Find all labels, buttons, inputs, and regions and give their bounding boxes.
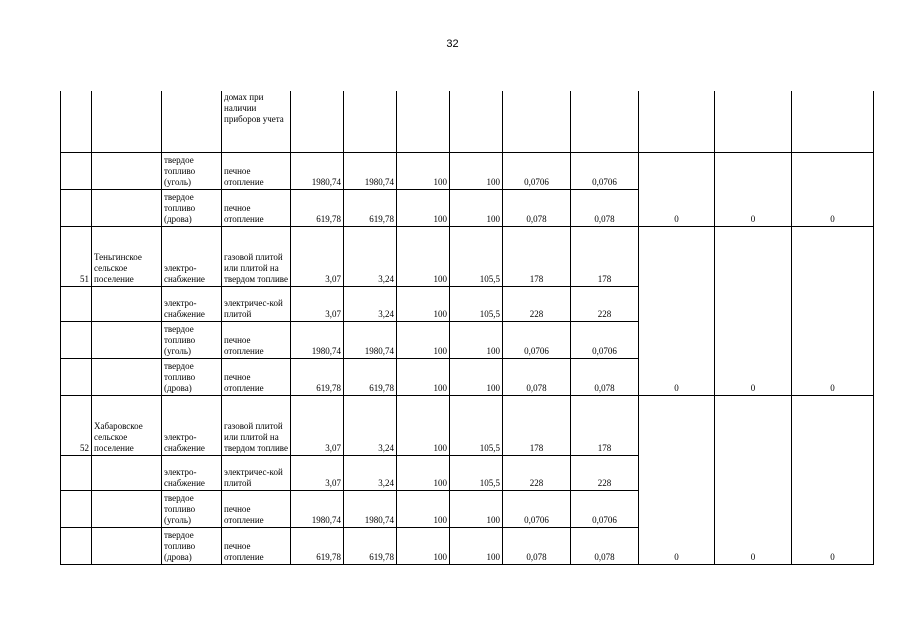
cell-resource: твердое топливо (дрова) bbox=[162, 189, 222, 226]
cell-value: 100 bbox=[397, 455, 450, 490]
cell-value: 100 bbox=[450, 189, 503, 226]
cell-settlement bbox=[92, 358, 162, 395]
cell-merged: 0 bbox=[715, 226, 792, 395]
cell-value: 1980,74 bbox=[344, 321, 397, 358]
cell-value: 100 bbox=[450, 490, 503, 527]
cell-consumer: печное отопление bbox=[222, 152, 291, 189]
cell-settlement: Теньгинское сельское поселение bbox=[92, 226, 162, 286]
cell-value: 228 bbox=[571, 455, 639, 490]
cell-value: 1980,74 bbox=[344, 490, 397, 527]
cell-value: 228 bbox=[503, 286, 571, 321]
table-row bbox=[61, 152, 874, 189]
cell-resource: электро-снабжение bbox=[162, 286, 222, 321]
cell-value: 0,078 bbox=[571, 527, 639, 564]
cell-number bbox=[61, 321, 92, 358]
cell-settlement bbox=[92, 490, 162, 527]
cell-consumer: печное отопление bbox=[222, 490, 291, 527]
cell-number bbox=[61, 358, 92, 395]
cell-number bbox=[61, 152, 92, 189]
cell-resource: электро-снабжение bbox=[162, 455, 222, 490]
cell-value: 0,078 bbox=[571, 189, 639, 226]
cell-value bbox=[291, 91, 344, 152]
cell-value: 0,0706 bbox=[571, 490, 639, 527]
cell-merged: 0 bbox=[792, 152, 874, 226]
cell-value: 0,0706 bbox=[503, 321, 571, 358]
cell-resource: твердое топливо (дрова) bbox=[162, 527, 222, 564]
cell-settlement: Хабаровское сельское поселение bbox=[92, 395, 162, 455]
cell-value: 100 bbox=[397, 286, 450, 321]
page-number: 32 bbox=[446, 38, 459, 50]
cell-merged: 0 bbox=[639, 152, 715, 226]
cell-value bbox=[344, 91, 397, 152]
cell-merged: 0 bbox=[639, 226, 715, 395]
cell-merged bbox=[639, 91, 715, 152]
cell-value: 619,78 bbox=[344, 358, 397, 395]
cell-resource: твердое топливо (уголь) bbox=[162, 152, 222, 189]
cell-merged: 0 bbox=[715, 395, 792, 564]
cell-value: 0,0706 bbox=[571, 152, 639, 189]
cell-value: 178 bbox=[571, 395, 639, 455]
cell-resource bbox=[162, 91, 222, 152]
cell-value: 619,78 bbox=[344, 527, 397, 564]
cell-value: 228 bbox=[571, 286, 639, 321]
cell-value: 228 bbox=[503, 455, 571, 490]
cell-value: 3,07 bbox=[291, 286, 344, 321]
cell-value: 0,0706 bbox=[503, 490, 571, 527]
cell-value: 100 bbox=[397, 490, 450, 527]
cell-consumer: печное отопление bbox=[222, 321, 291, 358]
cell-value: 619,78 bbox=[291, 189, 344, 226]
cell-settlement bbox=[92, 527, 162, 564]
cell-value: 0,078 bbox=[503, 527, 571, 564]
cell-value: 1980,74 bbox=[291, 152, 344, 189]
cell-value: 0,078 bbox=[503, 189, 571, 226]
cell-consumer: печное отопление bbox=[222, 358, 291, 395]
cell-value bbox=[503, 91, 571, 152]
cell-consumer: электричес-кой плитой bbox=[222, 455, 291, 490]
cell-value: 3,24 bbox=[344, 455, 397, 490]
cell-settlement bbox=[92, 455, 162, 490]
cell-number bbox=[61, 91, 92, 152]
cell-number bbox=[61, 189, 92, 226]
cell-merged: 0 bbox=[639, 395, 715, 564]
cell-value bbox=[450, 91, 503, 152]
cell-value: 3,24 bbox=[344, 286, 397, 321]
cell-settlement bbox=[92, 91, 162, 152]
cell-value: 178 bbox=[571, 226, 639, 286]
cell-resource: твердое топливо (уголь) bbox=[162, 321, 222, 358]
cell-value: 619,78 bbox=[291, 527, 344, 564]
cell-settlement bbox=[92, 189, 162, 226]
cell-settlement bbox=[92, 321, 162, 358]
cell-consumer: газовой плитой или плитой на твердом топливе bbox=[222, 395, 291, 455]
cell-value: 105,5 bbox=[450, 455, 503, 490]
cell-number bbox=[61, 286, 92, 321]
cell-value: 1980,74 bbox=[291, 321, 344, 358]
cell-value: 100 bbox=[397, 395, 450, 455]
cell-number bbox=[61, 490, 92, 527]
cell-settlement bbox=[92, 152, 162, 189]
cell-value: 105,5 bbox=[450, 395, 503, 455]
cell-value: 619,78 bbox=[344, 189, 397, 226]
cell-merged bbox=[792, 91, 874, 152]
cell-resource: электро-снабжение bbox=[162, 395, 222, 455]
cell-value: 100 bbox=[450, 321, 503, 358]
cell-merged: 0 bbox=[792, 395, 874, 564]
cell-merged: 0 bbox=[715, 152, 792, 226]
cell-value: 3,07 bbox=[291, 395, 344, 455]
cell-value: 1980,74 bbox=[344, 152, 397, 189]
cell-value: 3,07 bbox=[291, 226, 344, 286]
cell-value: 105,5 bbox=[450, 286, 503, 321]
table-body bbox=[61, 91, 874, 564]
cell-settlement bbox=[92, 286, 162, 321]
cell-value: 0,078 bbox=[503, 358, 571, 395]
cell-value: 0,0706 bbox=[503, 152, 571, 189]
cell-value: 3,07 bbox=[291, 455, 344, 490]
cell-value: 178 bbox=[503, 395, 571, 455]
cell-value: 3,24 bbox=[344, 395, 397, 455]
cell-consumer: домах при наличии приборов учета bbox=[222, 91, 291, 152]
cell-value: 105,5 bbox=[450, 226, 503, 286]
cell-value: 100 bbox=[397, 321, 450, 358]
cell-value: 0,078 bbox=[571, 358, 639, 395]
cell-consumer: печное отопление bbox=[222, 189, 291, 226]
cell-consumer: электричес-кой плитой bbox=[222, 286, 291, 321]
table-row bbox=[61, 395, 874, 455]
cell-consumer: печное отопление bbox=[222, 527, 291, 564]
cell-value: 1980,74 bbox=[291, 490, 344, 527]
cell-value: 100 bbox=[450, 358, 503, 395]
cell-resource: твердое топливо (уголь) bbox=[162, 490, 222, 527]
cell-number bbox=[61, 455, 92, 490]
tariff-table bbox=[60, 91, 874, 565]
cell-value bbox=[571, 91, 639, 152]
cell-value: 100 bbox=[397, 152, 450, 189]
cell-value: 178 bbox=[503, 226, 571, 286]
cell-consumer: газовой плитой или плитой на твердом топливе bbox=[222, 226, 291, 286]
cell-value: 100 bbox=[397, 189, 450, 226]
cell-value: 100 bbox=[450, 527, 503, 564]
cell-value: 100 bbox=[450, 152, 503, 189]
cell-value bbox=[397, 91, 450, 152]
cell-merged: 0 bbox=[792, 226, 874, 395]
cell-value: 100 bbox=[397, 358, 450, 395]
cell-number bbox=[61, 527, 92, 564]
cell-value: 3,24 bbox=[344, 226, 397, 286]
cell-value: 100 bbox=[397, 527, 450, 564]
cell-number: 51 bbox=[61, 226, 92, 286]
cell-value: 100 bbox=[397, 226, 450, 286]
cell-resource: твердое топливо (дрова) bbox=[162, 358, 222, 395]
cell-value: 619,78 bbox=[291, 358, 344, 395]
cell-value: 0,0706 bbox=[571, 321, 639, 358]
cell-number: 52 bbox=[61, 395, 92, 455]
cell-merged bbox=[715, 91, 792, 152]
cell-resource: электро-снабжение bbox=[162, 226, 222, 286]
table-row bbox=[61, 226, 874, 286]
table-row-continuation bbox=[61, 91, 874, 152]
